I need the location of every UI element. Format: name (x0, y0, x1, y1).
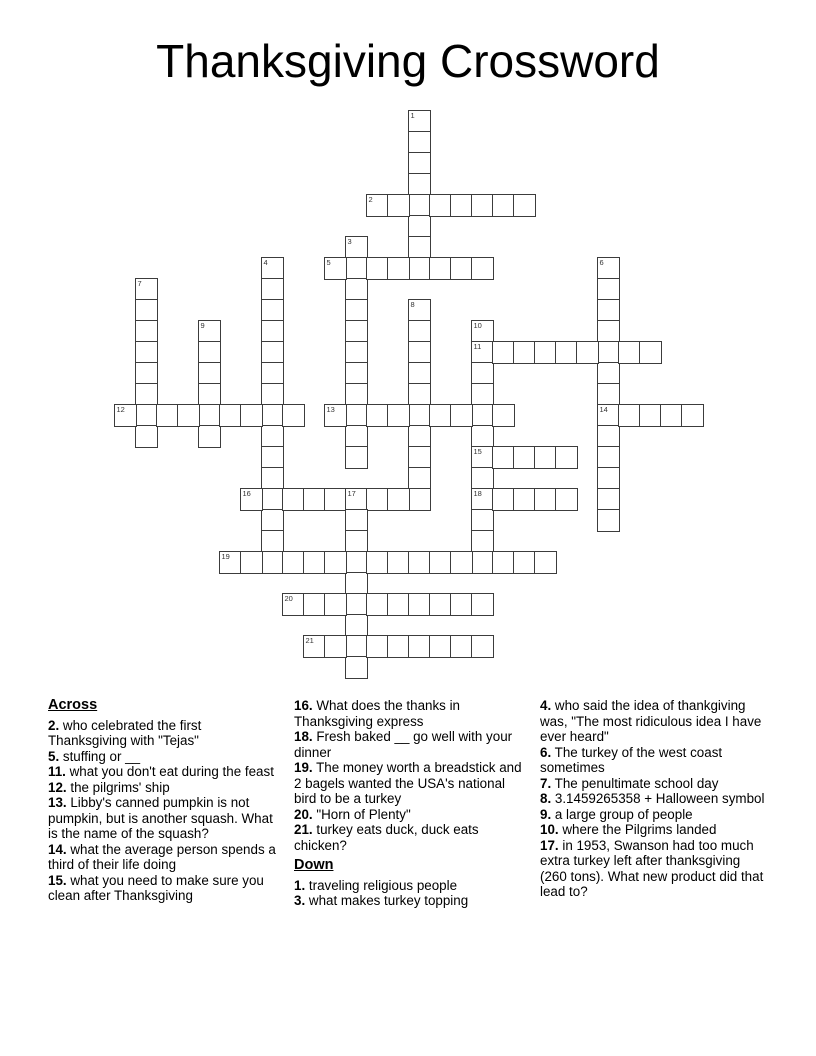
clue-number: 3. (294, 893, 306, 908)
grid-cell[interactable] (261, 362, 284, 385)
grid-cell[interactable] (408, 236, 431, 259)
grid-cell[interactable] (135, 278, 158, 301)
grid-cell[interactable] (387, 593, 410, 616)
grid-cell[interactable] (324, 635, 347, 658)
grid-cell[interactable] (135, 299, 158, 322)
grid-cell[interactable] (597, 278, 620, 301)
clue-number: 6. (540, 744, 552, 760)
clue-number: 12. (48, 779, 67, 795)
cell-number: 4 (263, 258, 268, 267)
down-header: Down (294, 857, 334, 873)
grid-cell[interactable] (219, 551, 242, 574)
grid-cell[interactable] (240, 488, 263, 511)
grid-cell[interactable] (135, 320, 158, 343)
cell-number: 8 (410, 300, 415, 309)
grid-cell[interactable] (135, 425, 158, 448)
clue-item (294, 878, 524, 894)
grid-cell[interactable] (324, 488, 347, 511)
clue-item (48, 764, 278, 780)
grid-cell[interactable] (261, 383, 284, 406)
cell-number: 2 (368, 195, 373, 204)
grid-cell[interactable] (408, 488, 431, 511)
grid-cell[interactable] (366, 551, 389, 574)
clue-number: 5. (48, 748, 60, 764)
grid-cell[interactable] (345, 425, 368, 448)
grid-cell[interactable] (261, 530, 284, 553)
clue-item (48, 749, 278, 765)
grid-cell[interactable] (471, 404, 494, 427)
clue-text: who said the idea of thankgiving was, "The most ridiculous idea I have ever heard" (540, 698, 762, 744)
grid-cell[interactable] (135, 362, 158, 385)
clue-item (540, 791, 770, 807)
grid-cell[interactable] (618, 404, 641, 427)
clue-number: 8. (540, 791, 552, 806)
grid-cell[interactable] (471, 383, 494, 406)
clue-item (540, 807, 770, 823)
grid-cell[interactable] (408, 110, 431, 133)
grid-cell[interactable] (492, 551, 515, 574)
grid-cell[interactable] (450, 404, 473, 427)
clue-text: What does the thanks in Thanksgiving express (294, 698, 461, 729)
grid-cell[interactable] (387, 551, 410, 574)
grid-cell[interactable] (408, 425, 431, 448)
grid-cell[interactable] (408, 467, 431, 490)
grid-cell[interactable] (471, 257, 494, 280)
grid-cell[interactable] (597, 446, 620, 469)
clue-item (294, 760, 524, 807)
cell-number: 14 (599, 405, 608, 414)
grid-cell[interactable] (639, 341, 662, 364)
grid-cell[interactable] (345, 362, 368, 385)
grid-cell[interactable] (261, 341, 284, 364)
grid-cell[interactable] (345, 593, 368, 616)
clue-number: 17. (540, 837, 559, 853)
grid-cell[interactable] (450, 257, 473, 280)
clue-item (540, 776, 770, 792)
grid-cell[interactable] (261, 446, 284, 469)
clue-number: 21. (294, 822, 313, 837)
grid-cell[interactable] (345, 446, 368, 469)
grid-cell[interactable] (261, 278, 284, 301)
grid-cell[interactable] (303, 488, 326, 511)
grid-cell[interactable] (261, 404, 284, 427)
clue-number: 16. (294, 698, 313, 713)
grid-cell[interactable] (387, 194, 410, 217)
grid-cell[interactable] (387, 488, 410, 511)
grid-cell[interactable] (324, 551, 347, 574)
grid-cell[interactable] (471, 551, 494, 574)
grid-cell[interactable] (408, 593, 431, 616)
clue-item (540, 822, 770, 838)
cell-number: 7 (137, 279, 142, 288)
grid-cell[interactable] (597, 341, 620, 364)
cell-number: 16 (242, 489, 251, 498)
grid-cell[interactable] (597, 509, 620, 532)
grid-cell[interactable] (114, 404, 137, 427)
grid-cell[interactable] (387, 404, 410, 427)
cell-number: 15 (473, 447, 482, 456)
grid-cell[interactable] (345, 404, 368, 427)
grid-cell[interactable] (345, 572, 368, 595)
grid-cell[interactable] (345, 236, 368, 259)
grid-cell[interactable] (303, 593, 326, 616)
grid-cell[interactable] (492, 194, 515, 217)
grid-cell[interactable] (492, 341, 515, 364)
grid-cell[interactable] (198, 320, 221, 343)
grid-cell[interactable] (450, 593, 473, 616)
grid-cell[interactable] (597, 404, 620, 427)
grid-cell[interactable] (198, 362, 221, 385)
grid-cell[interactable] (471, 362, 494, 385)
grid-cell[interactable] (387, 635, 410, 658)
grid-cell[interactable] (471, 509, 494, 532)
grid-cell[interactable] (408, 215, 431, 238)
grid-cell[interactable] (177, 404, 200, 427)
grid-cell[interactable] (408, 362, 431, 385)
grid-cell[interactable] (366, 635, 389, 658)
grid-cell[interactable] (513, 341, 536, 364)
clue-number: 19. (294, 760, 313, 775)
grid-cell[interactable] (471, 194, 494, 217)
grid-cell[interactable] (345, 614, 368, 637)
grid-cell[interactable] (261, 299, 284, 322)
grid-cell[interactable] (597, 362, 620, 385)
clue-text: turkey eats duck, duck eats chicken? (294, 822, 479, 853)
clue-item (294, 698, 524, 729)
clue-text: who celebrated the first Thanksgiving with "Tejas" (48, 717, 202, 748)
grid-cell[interactable] (660, 404, 683, 427)
grid-cell[interactable] (324, 404, 347, 427)
grid-cell[interactable] (345, 530, 368, 553)
clue-text: what the average person spends a third of their life doing (48, 841, 276, 872)
clue-item (48, 873, 278, 904)
grid-cell[interactable] (345, 341, 368, 364)
grid-cell[interactable] (429, 257, 452, 280)
cell-number: 10 (473, 321, 482, 330)
grid-cell[interactable] (240, 404, 263, 427)
grid-cell[interactable] (597, 320, 620, 343)
grid-cell[interactable] (597, 488, 620, 511)
grid-cell[interactable] (471, 635, 494, 658)
grid-cell[interactable] (408, 635, 431, 658)
clue-number: 1. (294, 877, 306, 893)
clue-number: 11. (48, 764, 66, 779)
grid-cell[interactable] (429, 194, 452, 217)
grid-cell[interactable] (366, 488, 389, 511)
clue-text: what you need to make sure you clean after Thanksgiving (48, 872, 264, 903)
clue-item (294, 807, 524, 823)
clue-text: a large group of people (551, 806, 693, 822)
grid-cell[interactable] (261, 551, 284, 574)
grid-cell[interactable] (492, 446, 515, 469)
clue-number: 13. (48, 795, 67, 810)
grid-cell[interactable] (408, 383, 431, 406)
grid-cell[interactable] (261, 509, 284, 532)
clue-text: The turkey of the west coast sometimes (540, 744, 723, 775)
grid-cell[interactable] (366, 257, 389, 280)
grid-cell[interactable] (345, 278, 368, 301)
grid-cell[interactable] (198, 341, 221, 364)
grid-cell[interactable] (534, 446, 557, 469)
grid-cell[interactable] (429, 404, 452, 427)
cell-number: 6 (599, 258, 604, 267)
grid-cell[interactable] (597, 467, 620, 490)
grid-cell[interactable] (366, 593, 389, 616)
grid-cell[interactable] (345, 488, 368, 511)
clue-text: traveling religious people (305, 877, 458, 893)
grid-cell[interactable] (513, 488, 536, 511)
clue-item (540, 745, 770, 776)
clues-section (48, 698, 770, 909)
clue-number: 18. (294, 729, 313, 744)
grid-cell[interactable] (639, 404, 662, 427)
clue-text: what makes turkey topping (305, 893, 469, 908)
cell-number: 19 (221, 552, 230, 561)
clue-text: in 1953, Swanson had too much extra turkey left after thanksgiving (260 tons). What new product did that lead to? (540, 837, 764, 899)
grid-cell[interactable] (345, 551, 368, 574)
clue-text: where the Pilgrims landed (558, 822, 717, 837)
grid-cell[interactable] (345, 635, 368, 658)
clue-text: The penultimate school day (551, 775, 719, 791)
grid-cell[interactable] (198, 404, 221, 427)
cell-number: 13 (326, 405, 335, 414)
clue-text: what you don't eat during the feast (65, 764, 274, 779)
grid-cell[interactable] (261, 488, 284, 511)
grid-cell[interactable] (408, 299, 431, 322)
clue-item (540, 838, 770, 900)
grid-cell[interactable] (408, 320, 431, 343)
grid-cell[interactable] (681, 404, 704, 427)
clue-text: The money worth a breadstick and 2 bagels wanted the USA's national bird to be a turkey (294, 760, 522, 806)
grid-cell[interactable] (597, 425, 620, 448)
grid-cell[interactable] (219, 404, 242, 427)
grid-cell[interactable] (555, 341, 578, 364)
grid-cell[interactable] (156, 404, 179, 427)
grid-cell[interactable] (597, 299, 620, 322)
clue-number: 14. (48, 841, 67, 857)
grid-cell[interactable] (492, 404, 515, 427)
grid-cell[interactable] (198, 425, 221, 448)
grid-cell[interactable] (345, 257, 368, 280)
grid-cell[interactable] (429, 635, 452, 658)
clue-text: stuffing or __ (59, 748, 141, 764)
grid-cell[interactable] (261, 320, 284, 343)
grid-cell[interactable] (135, 404, 158, 427)
grid-cell[interactable] (429, 551, 452, 574)
grid-cell[interactable] (345, 656, 368, 679)
grid-cell[interactable] (282, 488, 305, 511)
clue-item (294, 893, 524, 909)
cell-number: 5 (326, 258, 331, 267)
grid-cell[interactable] (408, 152, 431, 175)
grid-cell[interactable] (366, 194, 389, 217)
grid-cell[interactable] (408, 404, 431, 427)
grid-cell[interactable] (408, 173, 431, 196)
clue-item (294, 822, 524, 853)
grid-cell[interactable] (513, 551, 536, 574)
cell-number: 12 (116, 405, 125, 414)
clue-item (294, 729, 524, 760)
grid-cell[interactable] (471, 530, 494, 553)
grid-cell[interactable] (324, 257, 347, 280)
cell-number: 21 (305, 636, 314, 645)
clue-number: 4. (540, 698, 552, 713)
clue-text: Fresh baked __ go well with your dinner (294, 729, 513, 760)
grid-cell[interactable] (492, 488, 515, 511)
grid-cell[interactable] (576, 341, 599, 364)
grid-cell[interactable] (555, 446, 578, 469)
grid-cell[interactable] (513, 446, 536, 469)
grid-cell[interactable] (408, 446, 431, 469)
grid-cell[interactable] (135, 341, 158, 364)
clue-item (48, 780, 278, 796)
grid-cell[interactable] (618, 341, 641, 364)
grid-cell[interactable] (555, 488, 578, 511)
clue-number: 10. (540, 822, 559, 837)
grid-cell[interactable] (324, 593, 347, 616)
clue-item (48, 795, 278, 842)
grid-cell[interactable] (450, 635, 473, 658)
grid-cell[interactable] (240, 551, 263, 574)
grid-cell[interactable] (282, 551, 305, 574)
clue-item (48, 842, 278, 873)
clues-columns (48, 698, 770, 909)
grid-cell[interactable] (198, 383, 221, 406)
cell-number: 3 (347, 237, 352, 246)
grid-cell[interactable] (408, 551, 431, 574)
crossword-grid (114, 110, 704, 679)
clue-text: Libby's canned pumpkin is not pumpkin, but is another squash. What is the name of the squash? (48, 795, 273, 841)
clue-text: "Horn of Plenty" (312, 806, 411, 822)
cell-number: 9 (200, 321, 205, 330)
grid-cell[interactable] (261, 467, 284, 490)
grid-cell[interactable] (513, 194, 536, 217)
clue-number: 9. (540, 806, 552, 822)
grid-cell[interactable] (408, 257, 431, 280)
grid-cell[interactable] (471, 593, 494, 616)
grid-cell[interactable] (408, 131, 431, 154)
grid-cell[interactable] (345, 509, 368, 532)
cell-number: 20 (284, 594, 293, 603)
grid-cell[interactable] (471, 467, 494, 490)
clue-number: 20. (294, 806, 313, 822)
grid-cell[interactable] (534, 551, 557, 574)
grid-cell[interactable] (135, 383, 158, 406)
grid-cell[interactable] (534, 341, 557, 364)
cell-number: 1 (410, 111, 415, 120)
grid-cell[interactable] (471, 446, 494, 469)
grid-cell[interactable] (471, 488, 494, 511)
grid-cell[interactable] (366, 404, 389, 427)
cell-number: 18 (473, 489, 482, 498)
grid-cell[interactable] (597, 257, 620, 280)
grid-cell[interactable] (471, 320, 494, 343)
clue-number: 15. (48, 872, 67, 888)
grid-cell[interactable] (345, 320, 368, 343)
grid-cell[interactable] (303, 551, 326, 574)
grid-cell[interactable] (450, 551, 473, 574)
across-header: Across (48, 697, 98, 713)
clue-number: 7. (540, 775, 552, 791)
grid-cell[interactable] (597, 383, 620, 406)
cell-number: 11 (473, 342, 482, 351)
clue-item (48, 718, 278, 749)
page-title: Thanksgiving Crossword (156, 35, 660, 87)
grid-cell[interactable] (345, 383, 368, 406)
grid-cell[interactable] (471, 425, 494, 448)
grid-cell[interactable] (534, 488, 557, 511)
clue-number: 2. (48, 717, 60, 733)
cell-number: 17 (347, 489, 356, 498)
grid-cell[interactable] (282, 593, 305, 616)
grid-cell[interactable] (408, 194, 431, 217)
grid-cell[interactable] (387, 257, 410, 280)
clue-text: the pilgrims' ship (66, 779, 170, 795)
grid-cell[interactable] (429, 593, 452, 616)
grid-cell[interactable] (303, 635, 326, 658)
grid-cell[interactable] (471, 341, 494, 364)
grid-cell[interactable] (261, 257, 284, 280)
clue-text: 3.1459265358 + Halloween symbol (551, 791, 765, 806)
clue-item (540, 698, 770, 745)
grid-cell[interactable] (450, 194, 473, 217)
grid-cell[interactable] (261, 425, 284, 448)
grid-cell[interactable] (345, 299, 368, 322)
grid-cell[interactable] (408, 341, 431, 364)
grid-cell[interactable] (282, 404, 305, 427)
